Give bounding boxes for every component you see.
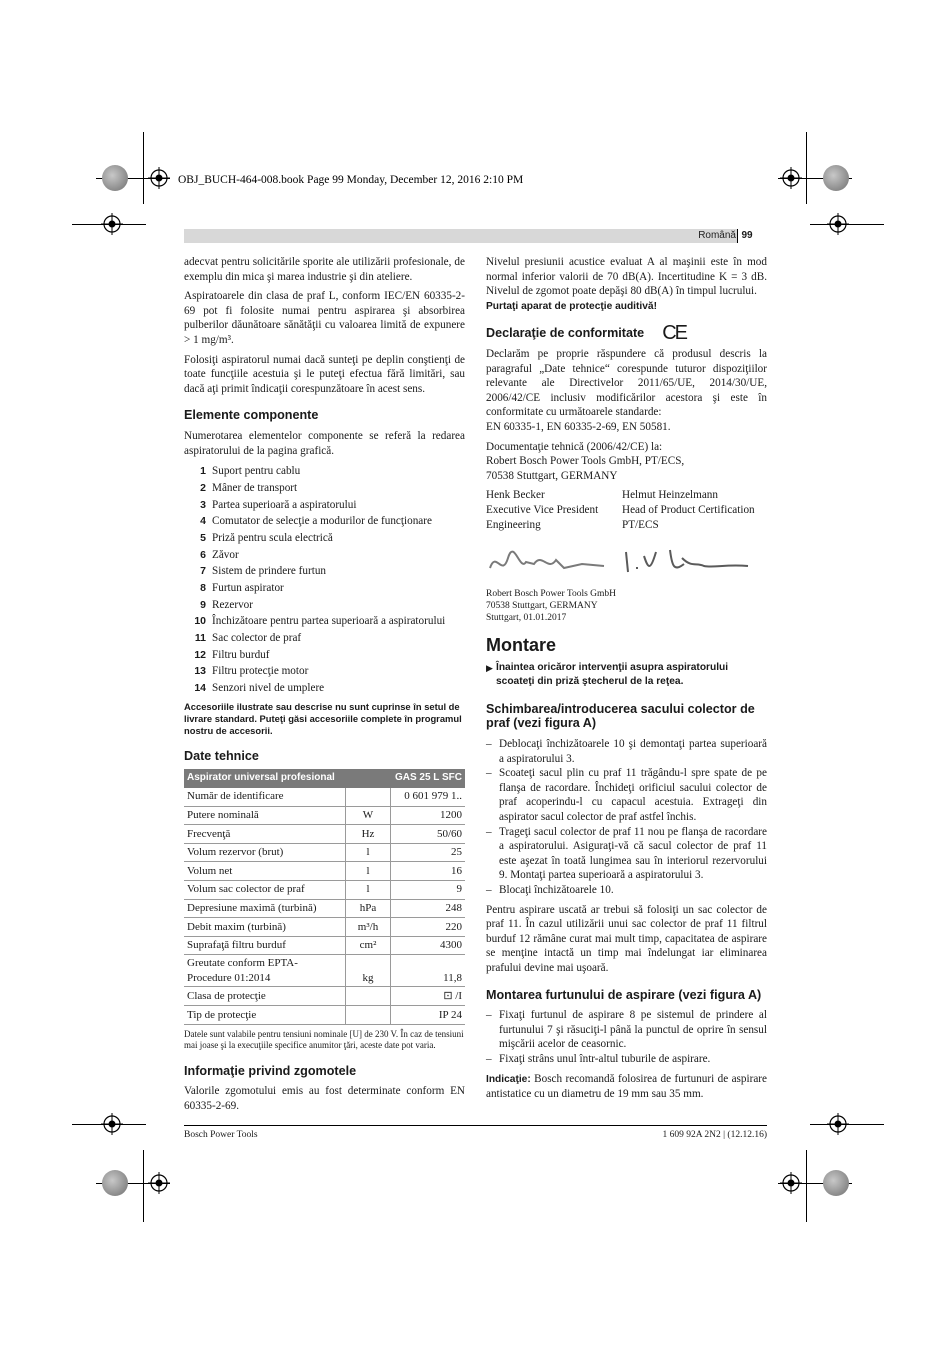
crop-mark-bottom-left-v [143,1150,144,1222]
list-item [184,463,465,480]
row-unit: l [346,843,391,862]
intro-paragraph: adecvat pentru solicitările sporite ale utilizării profesionale, de exemplu din mica şi marea industrie şi din ateliere. [184,256,465,283]
row-unit [346,987,391,1006]
item-label: Sac colector de praf [212,632,302,645]
row-value: IP 24 [391,1006,466,1025]
bag-heading: Schimbarea/introducerea sacului colector de praf (vezi figura A) [486,701,755,731]
row-unit: l [346,880,391,899]
row-unit: Hz [346,825,391,844]
components-list [184,463,465,697]
item-label: Sistem de prindere furtun [212,565,327,578]
registration-target-icon [827,213,849,235]
row-value: 0 601 979 1.. [391,788,466,806]
list-item [184,563,465,580]
row-unit [346,788,391,806]
indication-text: Bosch recomandă folosirea de furtunuri de aspirare antistatice cu un diametru de 19 mm sau 35 mm. [486,1072,767,1101]
item-number: 11 [194,632,206,645]
indication-label: Indicaţie: [486,1073,531,1085]
list-item [184,580,465,597]
intro-paragraph: Aspiratoarele din clasa de praf L, conform IEC/EN 60335-2-69 pot fi folosite numai pentru aspirarea şi absorbirea pulberilor dăunătoare sănătăţii cu valoarea limită de expunere > 1 mg/m³. [184,290,465,346]
conformity-text: Declarăm pe proprie răspundere că produsul descris la paragraful „Date tehnice“ corespunde tuturor dispoziţiilor relevante ale Directivelor 2011/65/UE, 2014/30/UE, 2006/42/CE inclusiv modificărilor acestora şi este în conformitate cu următoarele standarde: [486,347,767,419]
row-label: Clasa de protecţie [184,987,346,1006]
list-item [184,530,465,547]
row-label: Suprafaţă filtru burduf [184,936,346,955]
conformity-heading-text: Declaraţie de conformitate [486,326,645,341]
item-number: 4 [200,515,206,528]
signer-name: Henk Becker [486,489,545,502]
crop-mark-top-left-v [143,132,144,204]
step-text: Fixaţi furtunul de aspirare 8 pe sistemul de prindere al furtunului 7 şi răsuciţi-l până la punctul de oprire în sensul mişcării acelor de ceasornic. [499,1009,767,1051]
item-number: 14 [194,682,206,695]
step-text: Scoateţi sacul plin cu praf 11 trăgându-l spre spate de pe flanşa de racordare. Închideţi orificiul sacului colector de praf acoperindu-l cu capacul acestuia. Extrageţi din aspirator sacul colector de praf astfel închis. [499,767,767,824]
table-header-row [184,769,465,788]
row-label: Debit maxim (turbină) [184,918,346,937]
item-number: 3 [200,498,206,511]
page-number: 99 [737,229,756,243]
step-text: Trageţi sacul colector de praf 11 nou pe flanşa de racordare a aspiratorului. Asiguraţi-vă că sacul colector de praf 11 este aşezat în toată lungimea sau în interiorul rezervorului 9. Montaţi partea superioară a aspiratorului 3. [499,825,767,882]
noise-warning-text: Purtaţi aparat de protecţie auditivă! [486,300,657,312]
registration-target-icon [780,1172,802,1194]
item-number: 13 [194,665,206,678]
signer-title: Executive Vice President [486,503,599,516]
list-item [184,680,465,697]
signer-name: Helmut Heinzelmann [622,489,718,502]
tech-doc-line: Robert Bosch Power Tools GmbH, PT/ECS, [486,455,685,468]
row-unit: W [346,806,391,825]
right-column [486,255,767,1107]
ce-mark-icon: CE [662,322,686,345]
bag-steps [486,737,767,898]
row-label: Depresiune maximă (turbină) [184,899,346,918]
list-item: – Fixaţi strâns unul într-altul tuburile de aspirare. [486,1052,711,1065]
row-value: 4300 [391,936,466,955]
noise-text: Valorile zgomotului emis au fost determinate conform EN 60335-2-69. [184,1085,465,1112]
signer-1 [486,488,622,532]
item-number: 6 [200,548,206,561]
row-value: 25 [391,843,466,862]
item-label: Comutator de selecţie a modurilor de funcţionare [212,515,432,528]
step-text: Deblocaţi închizătoarele 10 şi demontaţi partea superioară a aspiratorului 3. [499,738,767,765]
row-label: Tip de protecţie [184,1006,346,1025]
row-unit: cm² [346,936,391,955]
row-label: Volum rezervor (brut) [184,843,346,862]
left-column [184,255,465,1118]
item-label: Filtru burduf [212,648,270,661]
table-footnote: Datele sunt valabile pentru tensiuni nominale [U] de 230 V. În caz de tensiuni mai joase şi la execuţiile specifice anumitor ţări, aceste date pot varia. [184,1028,464,1051]
item-label: Filtru protecţie motor [212,665,309,678]
company-line: Stuttgart, 01.01.2017 [486,613,567,624]
components-intro: Numerotarea elementelor componente se referă la redarea aspiratorului de la pagina grafică. [184,429,465,457]
item-number: 12 [194,648,206,661]
registration-target-icon [148,1172,170,1194]
step-text: Blocaţi închizătoarele 10. [499,884,614,896]
accessories-note: Accesoriile ilustrate sau descrise nu sunt cuprinse în setul de livrare standard. Puteţi găsi accesoriile complete în programul nostru de accesorii. [184,700,462,736]
components-heading: Elemente componente [184,408,319,423]
montare-warning-text: Înaintea oricăror intervenţii asupra aspiratorului scoateţi din priză ştecherul de la reţea. [496,661,729,688]
item-label: Suport pentru cablu [212,465,301,478]
print-header: OBJ_BUCH-464-008.book Page 99 Monday, December 12, 2016 2:10 PM [178,174,524,186]
company-line: Robert Bosch Power Tools GmbH [486,589,617,600]
registration-target-icon [101,1113,123,1135]
conformity-standards: EN 60335-1, EN 60335-2-69, EN 50581. [486,420,671,433]
list-item [184,480,465,497]
row-label: Număr de identificare [184,788,346,806]
color-calibration-disc [823,1170,849,1196]
item-label: Închizătoare pentru partea superioară a aspiratorului [212,615,446,628]
color-calibration-disc [102,1170,128,1196]
tech-doc-line: 70538 Stuttgart, GERMANY [486,469,618,482]
step-text: Fixaţi strâns unul într-altul tuburile de aspirare. [499,1052,711,1065]
signer-dept: PT/ECS [622,518,659,531]
item-number: 9 [200,598,206,611]
triangle-right-icon: ▶ [486,662,493,673]
list-item [184,547,465,564]
row-label: Frecvenţă [184,825,346,844]
row-value: 220 [391,918,466,937]
item-number: 8 [200,581,206,594]
list-item: – Fixaţi furtunul de aspirare 8 pe sistemul de prindere al furtunului 7 şi răsuciţi-l până la punctul de oprire în sensul mişcării acelor de ceasornic. [486,1009,767,1051]
hose-steps [486,1008,767,1066]
list-item: – Deblocaţi închizătoarele 10 şi demontaţi partea superioară a aspiratorului 3. [486,738,767,765]
bag-text: Pentru aspirare uscată ar trebui să folosiţi un sac colector de praf 11. În cazul utilizării unui sac colector de praf 11 filtrul burduf 12 rămâne curat mai mult timp, capacitatea de aspirare se menţine intactă un timp mai îndelungat iar eliminarea prafului devine mai uşoară. [486,903,767,974]
row-value: 248 [391,899,466,918]
intro-paragraph: Folosiţi aspiratorul numai dacă sunteţi pe deplin conştienţi de toate funcţiile acestuia şi le puteţi efectua fără limitări, sau dacă aţi primit îndicaţii corespunzătoare în acest sens. [184,353,465,395]
row-unit [346,1006,391,1025]
row-unit: l [346,862,391,881]
list-item [184,597,465,614]
item-number: 1 [200,465,206,478]
footer-right: 1 609 92A 2N2 | (12.12.16) [662,1130,767,1140]
signer-dept: Engineering [486,518,541,531]
list-item [184,613,465,630]
table-row [184,899,465,918]
montare-heading: Montare [486,635,557,656]
list-item [184,497,465,514]
item-label: Mâner de transport [212,481,298,494]
table-row [184,843,465,862]
table-row [184,918,465,937]
crop-mark-top-right-v [806,132,807,204]
item-number: 5 [200,531,206,544]
row-value: 9 [391,880,466,899]
footer-left: Bosch Power Tools [184,1130,258,1140]
item-number: 10 [194,615,206,628]
signer-title: Head of Product Certification [622,503,755,516]
item-label: Furtun aspirator [212,581,284,594]
conformity-heading [486,322,767,345]
row-unit: hPa [346,899,391,918]
item-label: Zăvor [212,548,239,561]
signatures [486,538,767,588]
row-value: 1200 [391,806,466,825]
registration-target-icon [827,1113,849,1135]
tech-data-heading: Date tehnice [184,748,259,763]
table-row [184,806,465,825]
running-header-language: Română [698,230,736,241]
list-item [184,513,465,530]
list-item [184,663,465,680]
row-value: ⊡ /I [391,987,466,1006]
noise-warning [486,299,767,315]
list-item: – Blocaţi închizătoarele 10. [486,884,614,896]
row-label: Greutate conform EPTA-Procedure 01:2014 [184,955,346,987]
tech-doc-line: Documentaţie tehnică (2006/42/CE) la: [486,440,663,453]
list-item: – Trageţi sacul colector de praf 11 nou pe flanşa de racordare a aspiratorului. Asiguraţi-vă că sacul colector de praf 11 este aşezat în toată lungimea sau în interiorul rezervorului 9. Montaţi partea superioară a aspiratorului 3. [486,825,767,882]
noise-continuation: Nivelul presiunii acustice evaluat A al maşinii este în mod normal inferior valorii de 70 dB(A). Incertitudine K = 3 dB. Nivelul de zgomot poate depăşi 80 dB(A) în timpul lucrului. [486,256,767,298]
list-item [184,630,465,647]
company-line: 70538 Stuttgart, GERMANY [486,601,598,612]
row-label: Volum net [184,862,346,881]
signers [486,488,767,532]
indication [486,1072,767,1102]
table-row [184,862,465,881]
list-item: – Scoateţi sacul plin cu praf 11 trăgându-l spre spate de pe flanşa de racordare. Închideţi orificiul sacului colector de praf acoperindu-l cu capacul acestuia. Extrageţi din aspirator sacul colector de praf astfel închis. [486,767,767,824]
row-unit: m³/h [346,918,391,937]
crop-mark-bottom-right-v [806,1150,807,1222]
tech-data-table [184,769,465,1024]
item-label: Priză pentru scula electrică [212,531,333,544]
registration-target-icon [148,167,170,189]
row-value: 50/60 [391,825,466,844]
table-header-label: Aspirator universal profesional [184,769,391,788]
row-value: 11,8 [391,955,466,987]
row-value: 16 [391,862,466,881]
item-number: 7 [200,565,206,578]
table-row [184,1006,465,1025]
table-header-model: GAS 25 L SFC [391,769,466,788]
item-label: Senzori nivel de umplere [212,682,325,695]
table-row [184,880,465,899]
item-label: Partea superioară a aspiratorului [212,498,357,511]
noise-heading: Informaţie privind zgomotele [184,1063,357,1078]
row-label: Volum sac colector de praf [184,880,346,899]
montare-warning [486,661,767,690]
item-label: Rezervor [212,598,253,611]
item-number: 2 [200,481,206,494]
row-label: Putere nominală [184,806,346,825]
table-row [184,936,465,955]
table-row [184,955,465,987]
table-row [184,825,465,844]
page-footer [184,1125,767,1140]
row-unit: kg [346,955,391,987]
color-calibration-disc [823,165,849,191]
color-calibration-disc [102,165,128,191]
hose-heading: Montarea furtunului de aspirare (vezi figura A) [486,987,762,1002]
registration-target-icon [780,167,802,189]
signer-2 [622,488,758,532]
running-header [184,229,756,243]
handwritten-signature-icon [486,538,767,586]
list-item [184,647,465,664]
table-row [184,788,465,806]
registration-target-icon [101,213,123,235]
table-row [184,987,465,1006]
